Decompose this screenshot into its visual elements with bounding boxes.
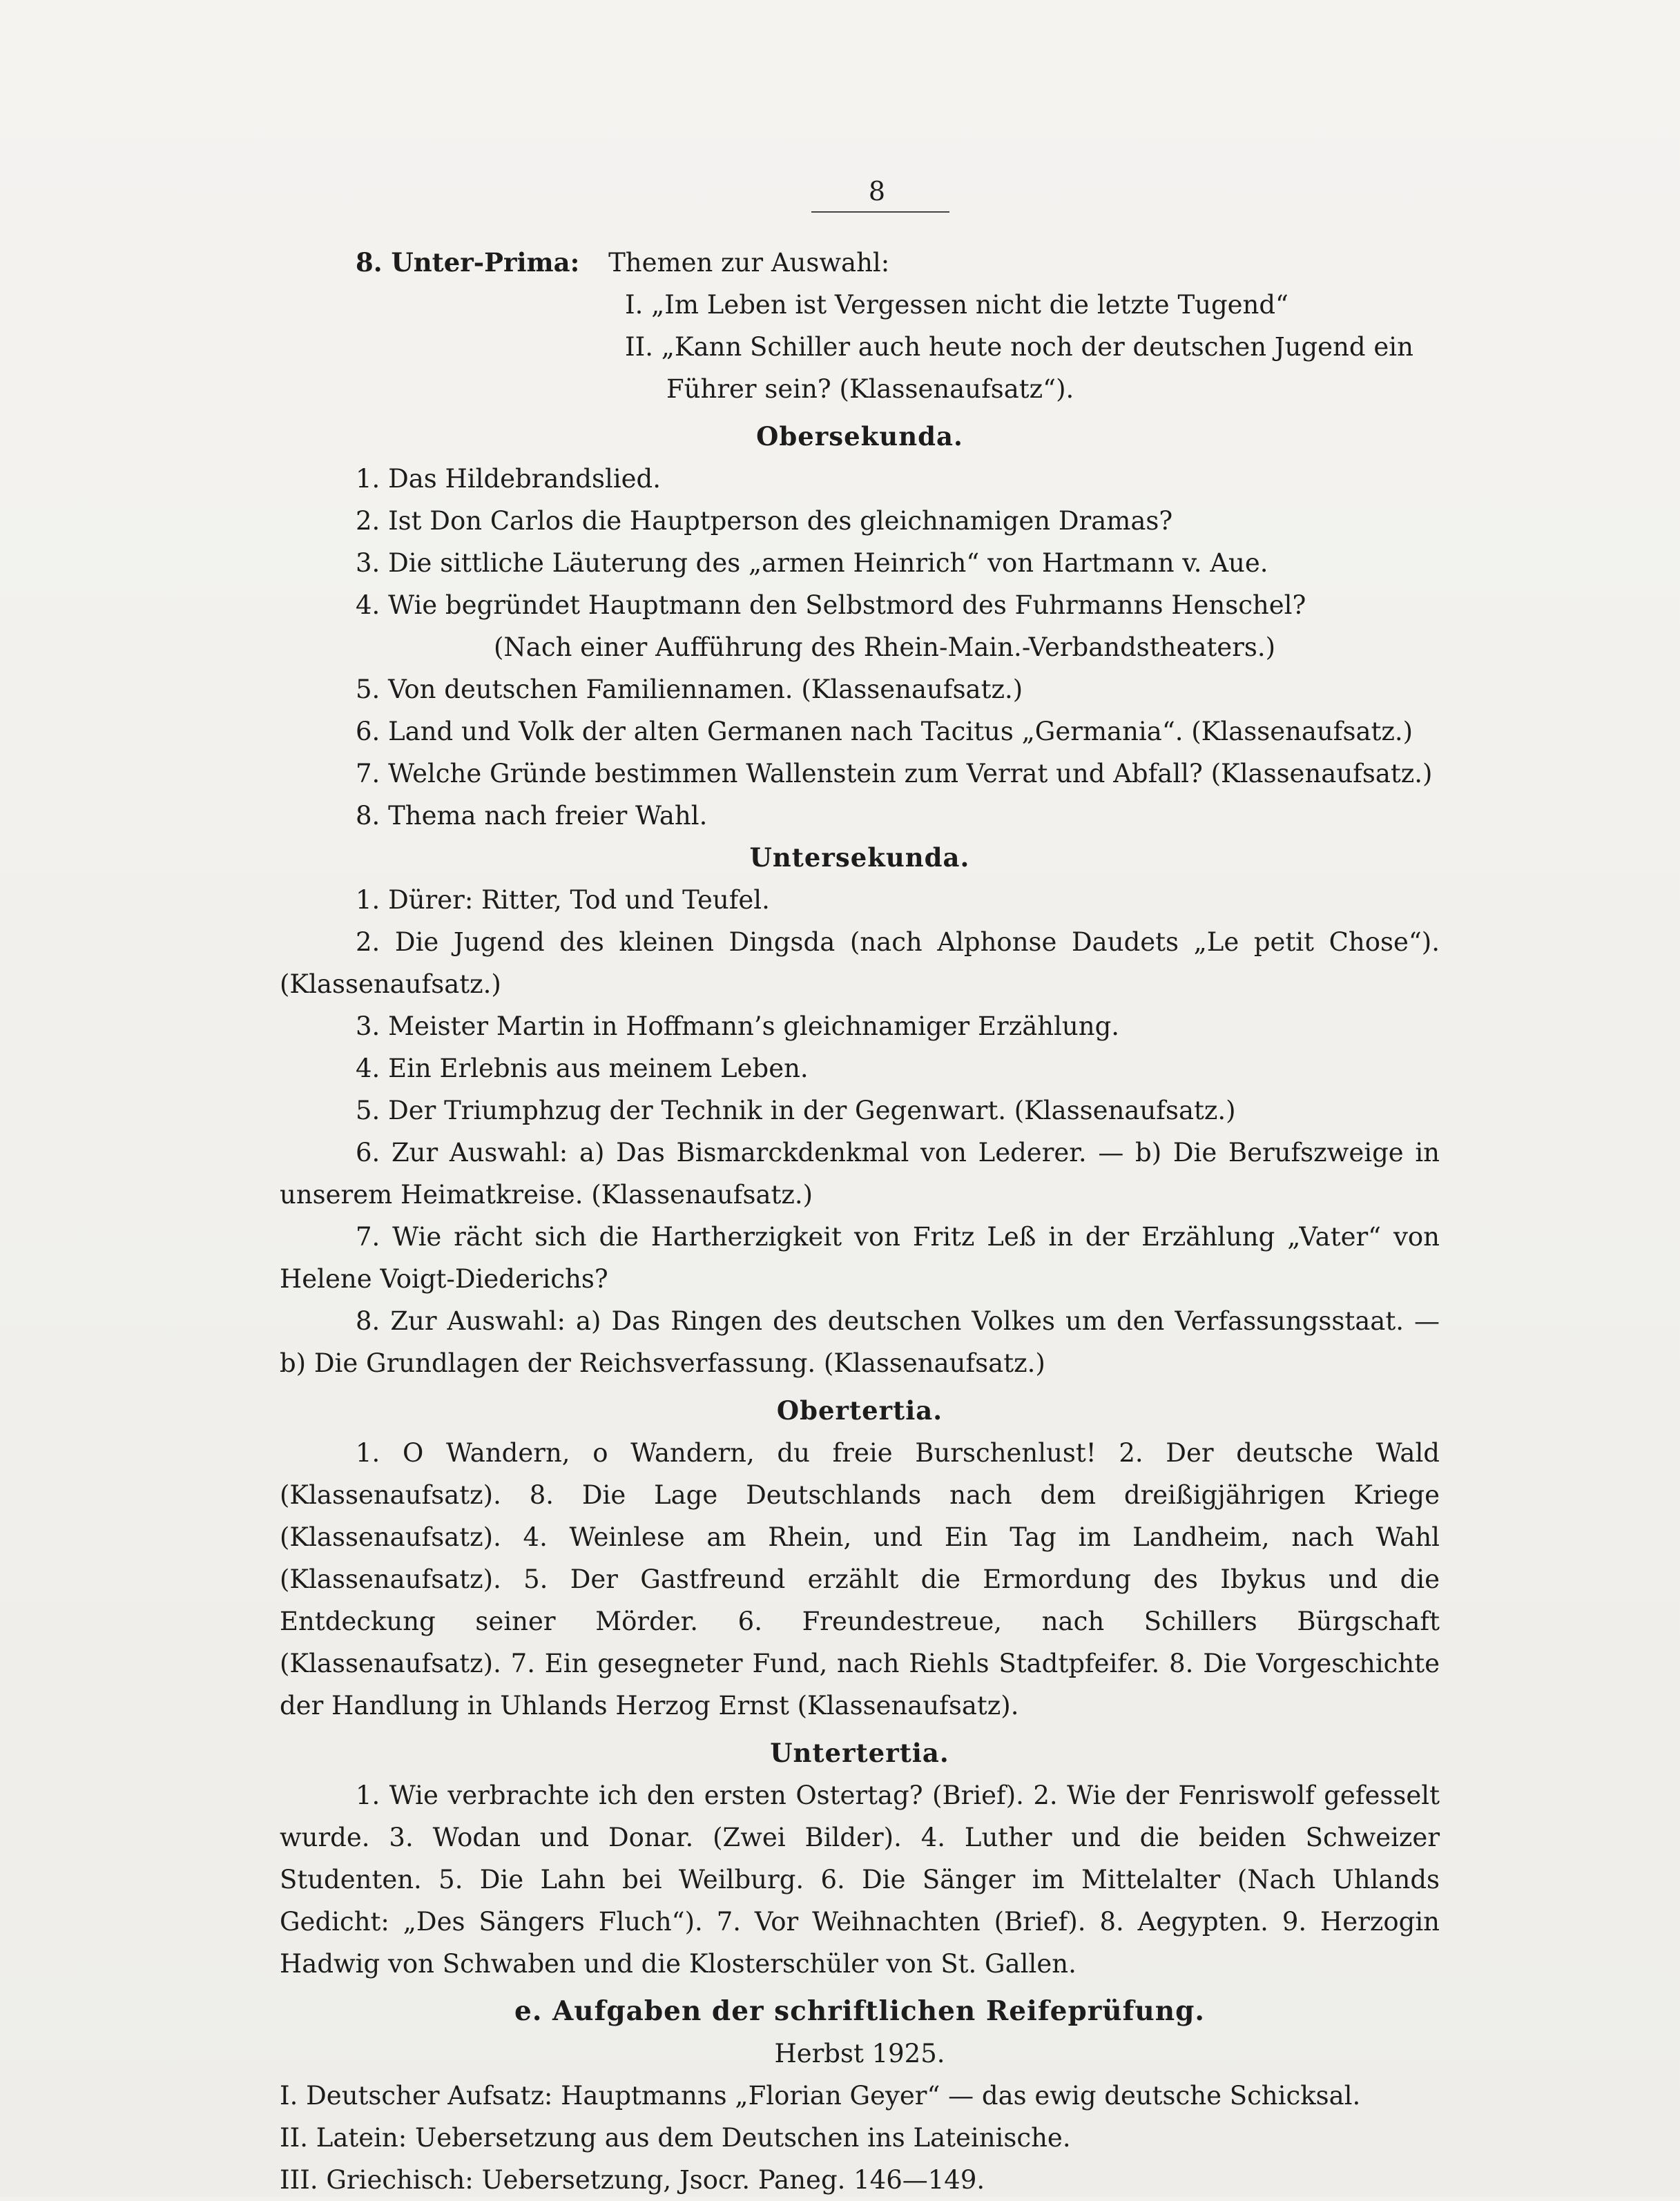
list-item: 4. Ein Erlebnis aus meinem Leben. — [356, 1054, 809, 1083]
page-number-rule — [811, 211, 949, 213]
list-item: 3. Die sittliche Läuterung des „armen Heinrich“ von Hartmann v. Aue. — [356, 548, 1268, 578]
list-item: 8. Zur Auswahl: a) Das Ringen des deutschen Volkes um den Verfassungsstaat. — b) Die Grundlagen der Reichsverfassung. (Klassenaufsatz.) — [280, 1306, 1440, 1378]
unterprima-intro: Themen zur Auswahl: — [608, 248, 890, 278]
list-item: I. Deutscher Aufsatz: Hauptmanns „Florian Geyer“ — das ewig deutsche Schicksal. — [280, 2081, 1361, 2111]
list-item: 4. Wie begründet Hauptmann den Selbstmord des Fuhrmanns Henschel? — [356, 590, 1306, 620]
list-item: 2. Ist Don Carlos die Hauptperson des gleichnamigen Dramas? — [356, 506, 1173, 536]
list-item: (Nach einer Aufführung des Rhein-Main.-Verbandstheaters.) — [494, 632, 1276, 662]
unterprima-theme-2a: II. „Kann Schiller auch heute noch der deutschen Jugend ein — [625, 332, 1413, 362]
list-item: 1. Dürer: Ritter, Tod und Teufel. — [356, 885, 770, 915]
obertertia-heading: Obertertia. — [776, 1395, 943, 1426]
page-number: 8 — [868, 176, 886, 206]
unterprima-line — [280, 242, 1440, 284]
list-item: 3. Meister Martin in Hoffmann’s gleichnamiger Erzählung. — [356, 1011, 1120, 1041]
page-content — [280, 242, 1440, 2201]
list-item: III. Griechisch: Uebersetzung, Jsocr. Paneg. 146—149. — [280, 2165, 985, 2195]
unterprima-theme-2b: Führer sein? (Klassenaufsatz“). — [666, 374, 1074, 404]
untertertia-heading: Untertertia. — [770, 1738, 949, 1768]
list-item: 6. Zur Auswahl: a) Das Bismarckdenkmal von Lederer. — b) Die Berufszweige in unserem Heimatkreise. (Klassenaufsatz.) — [280, 1138, 1440, 1210]
list-item: 1. Das Hildebrandslied. — [356, 464, 661, 494]
untertertia-paragraph: 1. Wie verbrachte ich den ersten Ostertag? (Brief). 2. Wie der Fenriswolf gefesselt wurde. 3. Wodan und Donar. (Zwei Bilder). 4. Luther und die beiden Schweizer Studenten. 5. Die Lahn bei Weilburg. 6. Die Sänger im Mittelalter (Nach Uhlands Gedicht: „Des Sängers Fluch“). 7. Vor Weihnachten (Brief). 8. Aegypten. 9. Herzogin Hadwig von Schwaben und die Klosterschüler von St. Gallen. — [280, 1781, 1440, 1979]
unterprima-theme-1: I. „Im Leben ist Vergessen nicht die letzte Tugend“ — [625, 290, 1288, 320]
list-item: II. Latein: Uebersetzung aus dem Deutschen ins Lateinische. — [280, 2123, 1071, 2153]
reifepruefung-heading: e. Aufgaben der schriftlichen Reifeprüfung. — [514, 1995, 1205, 2027]
obertertia-paragraph: 1. O Wandern, o Wandern, du freie Burschenlust! 2. Der deutsche Wald (Klassenaufsatz). 8. Die Lage Deutschlands nach dem dreißigjährigen Kriege (Klassenaufsatz). 4. Weinlese am Rhein, und Ein Tag im Landheim, nach Wahl (Klassenaufsatz). 5. Der Gastfreund erzählt die Ermordung des Ibykus und die Entdeckung seiner Mörder. 6. Freundestreue, nach Schillers Bürgschaft (Klassenaufsatz). 7. Ein gesegneter Fund, nach Riehls Stadtpfeifer. 8. Die Vorgeschichte der Handlung in Uhlands Herzog Ernst (Klassenaufsatz). — [280, 1438, 1440, 1720]
obersekunda-heading: Obersekunda. — [756, 421, 963, 452]
list-item: 2. Die Jugend des kleinen Dingsda (nach Alphonse Daudets „Le petit Chose“). (Klassenaufsatz.) — [280, 927, 1440, 999]
unterprima-label: 8. Unter-Prima: — [356, 247, 580, 278]
list-item: 7. Wie rächt sich die Hartherzigkeit von Fritz Leß in der Erzählung „Vater“ von Helene Voigt-Diederichs? — [280, 1222, 1440, 1294]
list-item: 5. Der Triumphzug der Technik in der Gegenwart. (Klassenaufsatz.) — [356, 1096, 1236, 1125]
list-item: 8. Thema nach freier Wahl. — [356, 801, 708, 831]
list-item: 5. Von deutschen Familiennamen. (Klassenaufsatz.) — [356, 675, 1023, 704]
reifepruefung-term: Herbst 1925. — [774, 2039, 945, 2068]
untersekunda-heading: Untersekunda. — [749, 842, 970, 873]
list-item: 6. Land und Volk der alten Germanen nach Tacitus „Germania“. (Klassenaufsatz.) — [356, 717, 1413, 746]
list-item: 7. Welche Gründe bestimmen Wallenstein zum Verrat und Abfall? (Klassenaufsatz.) — [356, 759, 1433, 788]
